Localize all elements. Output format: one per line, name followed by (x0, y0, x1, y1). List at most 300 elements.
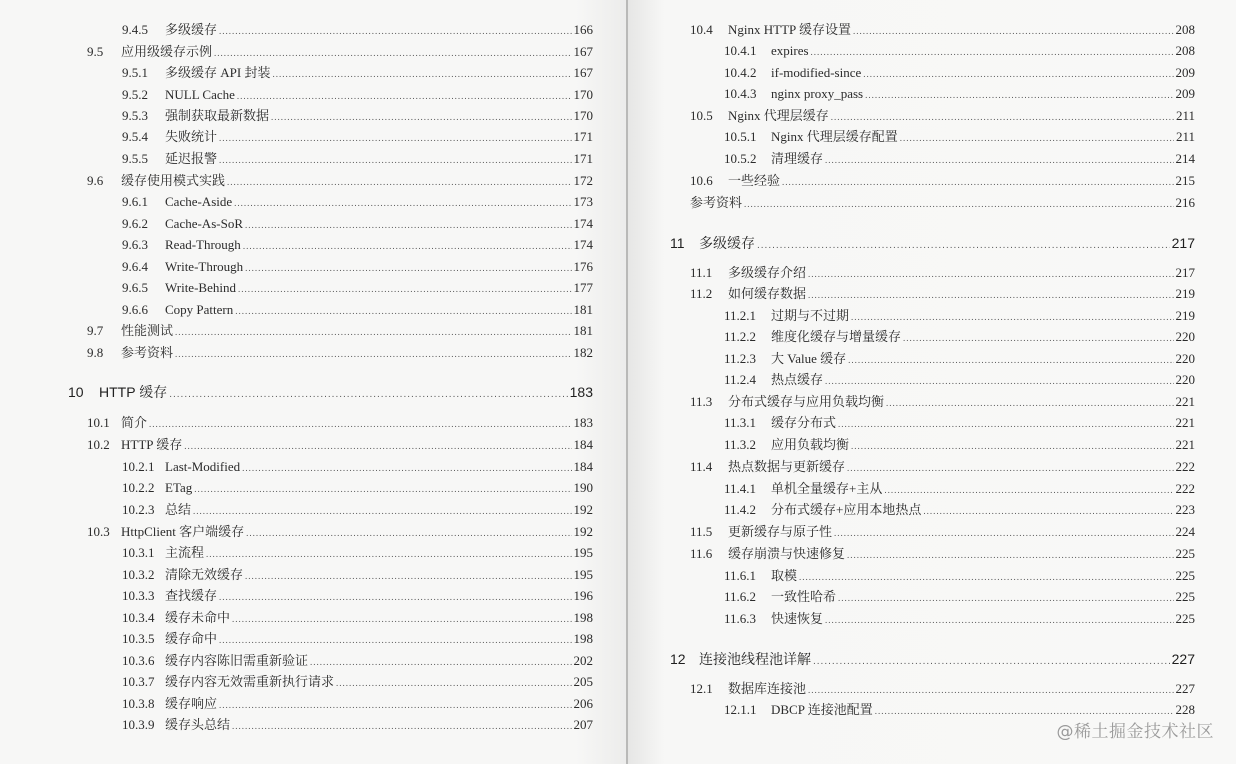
dot-leader (744, 195, 1173, 213)
toc-entry-title: 缓存崩溃与快速修复 (728, 546, 846, 561)
dot-leader (853, 22, 1173, 40)
toc-entry-page-number: 174 (573, 216, 593, 231)
toc-entry-title: 应用级缓存示例 (121, 44, 213, 59)
toc-entry-number: 12.1.1 (724, 702, 757, 717)
dot-leader (169, 385, 567, 405)
dot-leader (863, 65, 1173, 83)
toc-entry-page-number: 184 (573, 437, 593, 452)
dot-leader (884, 481, 1173, 499)
toc-entry-page-number: 190 (573, 480, 593, 495)
toc-entry (690, 458, 1195, 476)
toc-entry (724, 150, 1195, 168)
toc-entry (724, 480, 1195, 498)
toc-entry-number: 10.4 (690, 22, 713, 37)
dot-leader (838, 589, 1173, 607)
toc-entry-title: 快速恢复 (771, 611, 824, 626)
toc-entry-page-number: 221 (1175, 394, 1195, 409)
dot-leader (245, 567, 571, 585)
toc-entry-page-number: 224 (1175, 524, 1195, 539)
toc-entry-title: Nginx 代理层缓存配置 (771, 129, 898, 144)
toc-entry-title: 缓存内容陈旧需重新验证 (165, 653, 309, 668)
toc-entry-title: 清理缓存 (771, 151, 824, 166)
toc-entry-number: 9.6 (87, 173, 104, 188)
toc-entry-title: 大 Value 缓存 (771, 351, 847, 366)
dot-leader (808, 286, 1173, 304)
dot-leader (219, 631, 571, 649)
dot-leader (757, 236, 1170, 256)
dot-leader (831, 108, 1174, 126)
toc-entry-title: nginx proxy_pass (771, 86, 864, 101)
toc-entry-title: 一致性哈希 (771, 589, 837, 604)
toc-entry (87, 436, 593, 454)
toc-entry-page-number: 217 (1175, 265, 1195, 280)
toc-entry-number: 10.3.8 (122, 696, 155, 711)
toc-entry-title: 热点缓存 (771, 372, 824, 387)
toc-entry-number: 11.3.1 (724, 415, 757, 430)
toc-entry-number: 9.6.3 (122, 237, 148, 252)
toc-entry-number: 11.2.1 (724, 308, 757, 323)
toc-entry-title: 连接池线程池详解 (699, 651, 811, 667)
toc-entry (122, 566, 593, 584)
dot-leader (235, 302, 571, 320)
toc-entry-number: 10.3.1 (122, 545, 155, 560)
toc-entry-title: 总结 (165, 502, 192, 517)
toc-entry-number: 11.3 (690, 394, 713, 409)
toc-entry-number: 9.5.3 (122, 108, 148, 123)
dot-leader (847, 459, 1173, 477)
toc-entry (87, 43, 593, 61)
toc-entry-number: 10.4.3 (724, 86, 757, 101)
toc-entry-page-number: 196 (573, 588, 593, 603)
dot-leader (245, 259, 571, 277)
toc-entry-title: 单机全量缓存+主从 (771, 481, 883, 496)
toc-entry (724, 414, 1195, 432)
dot-leader (214, 44, 571, 62)
dot-leader (184, 437, 571, 455)
toc-entry-number: 12.1 (690, 681, 713, 696)
toc-entry (122, 86, 593, 104)
toc-entry (122, 215, 593, 233)
toc-entry (670, 649, 1195, 669)
dot-leader (310, 653, 571, 671)
dot-leader (272, 65, 571, 83)
toc-entry-number: 10.6 (690, 173, 713, 188)
toc-entry-page-number: 221 (1175, 415, 1195, 430)
toc-entry (690, 264, 1195, 282)
toc-entry (122, 652, 593, 670)
toc-entry-number: 11.6.2 (724, 589, 757, 604)
toc-entry-page-number: 222 (1175, 459, 1195, 474)
toc-entry-page-number: 225 (1175, 589, 1195, 604)
toc-entry-page-number: 221 (1175, 437, 1195, 452)
toc-entry-title: 一些经验 (728, 173, 781, 188)
toc-entry-number: 10.2.3 (122, 502, 155, 517)
toc-entry-title: Cache-Aside (165, 194, 233, 209)
toc-entry-page-number: 225 (1175, 568, 1195, 583)
toc-entry-page-number: 182 (573, 345, 593, 360)
dot-leader (193, 502, 571, 520)
toc-entry-page-number: 167 (573, 65, 593, 80)
toc-entry (122, 695, 593, 713)
toc-entry-page-number: 181 (573, 302, 593, 317)
toc-entry-title: 查找缓存 (165, 588, 218, 603)
toc-entry-number: 11.4 (690, 459, 713, 474)
dot-leader (206, 545, 571, 563)
toc-entry (87, 414, 593, 432)
toc-entry-title: 性能测试 (121, 323, 174, 338)
toc-entry (122, 544, 593, 562)
toc-entry-number: 9.5.5 (122, 151, 148, 166)
dot-leader (811, 43, 1174, 61)
toc-entry (68, 382, 593, 402)
toc-entry-number: 9.5.2 (122, 87, 148, 102)
toc-entry (724, 350, 1195, 368)
toc-entry-title: 清除无效缓存 (165, 567, 244, 582)
toc-entry-title: 多级缓存 API 封装 (165, 65, 271, 80)
toc-entry-page-number: 211 (1175, 108, 1195, 123)
toc-entry-page-number: 174 (573, 237, 593, 252)
toc-entry-page-number: 216 (1175, 195, 1195, 210)
toc-entry (724, 436, 1195, 454)
toc-entry-number: 9.8 (87, 345, 104, 360)
dot-leader (245, 216, 572, 234)
toc-entry-number: 11.4.1 (724, 481, 757, 496)
toc-entry (690, 194, 1195, 212)
dot-leader (242, 459, 571, 477)
toc-entry (724, 64, 1195, 82)
toc-entry (724, 328, 1195, 346)
toc-entry (122, 279, 593, 297)
dot-leader (219, 696, 571, 714)
toc-entry (122, 301, 593, 319)
toc-entry-title: 延迟报警 (165, 151, 218, 166)
toc-entry-number: 12 (670, 651, 686, 667)
toc-entry-title: 如何缓存数据 (728, 286, 807, 301)
toc-entry-page-number: 195 (573, 545, 593, 560)
toc-entry-title: Copy Pattern (165, 302, 234, 317)
toc-entry-number: 9.5 (87, 44, 104, 59)
toc-entry (87, 172, 593, 190)
toc-entry (122, 64, 593, 82)
toc-entry-title: Last-Modified (165, 459, 241, 474)
toc-entry-page-number: 207 (573, 717, 593, 732)
toc-entry-page-number: 192 (573, 502, 593, 517)
toc-entry-number: 9.6.6 (122, 302, 148, 317)
toc-entry-title: 参考资料 (690, 195, 743, 210)
dot-leader (799, 568, 1173, 586)
toc-entry-number: 9.6.2 (122, 216, 148, 231)
dot-leader (838, 415, 1173, 433)
toc-entry (724, 128, 1195, 146)
toc-entry-page-number: 167 (573, 44, 593, 59)
toc-entry-title: 缓存未命中 (165, 610, 231, 625)
toc-entry-title: 失败统计 (165, 129, 218, 144)
toc-entry-page-number: 227 (1171, 651, 1195, 667)
toc-entry-title: 缓存分布式 (771, 415, 837, 430)
toc-entry-page-number: 172 (573, 173, 593, 188)
toc-entry-page-number: 227 (1175, 681, 1195, 696)
toc-entry-page-number: 195 (573, 567, 593, 582)
toc-entry (87, 322, 593, 340)
toc-entry-title: 数据库连接池 (728, 681, 807, 696)
dot-leader (194, 480, 571, 498)
toc-entry (690, 285, 1195, 303)
dot-leader (903, 329, 1173, 347)
dot-leader (219, 129, 571, 147)
toc-entry-number: 10.2.1 (122, 459, 155, 474)
dot-leader (865, 86, 1173, 104)
toc-entry-page-number: 225 (1175, 611, 1195, 626)
toc-entry-page-number: 228 (1175, 702, 1195, 717)
toc-entry (690, 172, 1195, 190)
toc-entry-title: 缓存内容无效需重新执行请求 (165, 674, 335, 689)
toc-entry-page-number: 219 (1175, 286, 1195, 301)
toc-entry-number: 11 (670, 235, 685, 251)
toc-entry-title: Write-Behind (165, 280, 236, 295)
toc-entry-page-number: 211 (1175, 129, 1195, 144)
toc-entry-number: 10.3.4 (122, 610, 155, 625)
dot-leader (237, 87, 572, 105)
toc-entry (122, 21, 593, 39)
toc-entry-page-number: 170 (573, 87, 593, 102)
dot-leader (900, 129, 1174, 147)
toc-entry-page-number: 209 (1175, 65, 1195, 80)
toc-entry (724, 307, 1195, 325)
toc-entry-page-number: 215 (1175, 173, 1195, 188)
toc-entry-title: Write-Through (165, 259, 244, 274)
toc-entry-number: 9.4.5 (122, 22, 148, 37)
toc-entry-number: 11.2.4 (724, 372, 757, 387)
toc-entry-page-number: 183 (569, 384, 593, 400)
dot-leader (808, 681, 1173, 699)
toc-entry-title: 过期与不过期 (771, 308, 850, 323)
toc-entry-title: 应用负载均衡 (771, 437, 850, 452)
toc-entry-title: 分布式缓存+应用本地热点 (771, 502, 922, 517)
toc-entry-number: 10.3.9 (122, 717, 155, 732)
dot-leader (219, 22, 571, 40)
dot-leader (886, 394, 1173, 412)
toc-entry (690, 21, 1195, 39)
toc-entry (122, 609, 593, 627)
toc-entry (122, 630, 593, 648)
toc-entry (724, 588, 1195, 606)
toc-entry-title: Nginx 代理层缓存 (728, 108, 829, 123)
toc-entry-title: 缓存响应 (165, 696, 218, 711)
dot-leader (782, 173, 1173, 191)
toc-entry-number: 9.6.4 (122, 259, 148, 274)
toc-entry-number: 11.2.3 (724, 351, 757, 366)
toc-entry-number: 11.6 (690, 546, 713, 561)
toc-entry-page-number: 198 (573, 631, 593, 646)
toc-entry-page-number: 171 (573, 151, 593, 166)
dot-leader (219, 588, 571, 606)
toc-entry (122, 236, 593, 254)
dot-leader (227, 173, 571, 191)
dot-leader (234, 194, 571, 212)
toc-entry-number: 11.2.2 (724, 329, 757, 344)
toc-entry-number: 10.3.6 (122, 653, 155, 668)
dot-leader (825, 372, 1173, 390)
toc-entry-title: HTTP 缓存 (99, 384, 168, 400)
toc-entry-title: if-modified-since (771, 65, 862, 80)
toc-entry (690, 523, 1195, 541)
toc-entry-number: 10.5.2 (724, 151, 757, 166)
toc-entry-page-number: 214 (1175, 151, 1195, 166)
toc-entry-title: 强制获取最新数据 (165, 108, 270, 123)
toc-entry-title: 缓存使用模式实践 (121, 173, 226, 188)
dot-leader (243, 237, 572, 255)
toc-entry (724, 371, 1195, 389)
toc-entry (122, 458, 593, 476)
toc-entry-title: ETag (165, 480, 193, 495)
toc-entry-title: 热点数据与更新缓存 (728, 459, 846, 474)
toc-entry-number: 10.3 (87, 524, 110, 539)
toc-entry (724, 610, 1195, 628)
toc-entry (122, 587, 593, 605)
toc-entry-title: Cache-As-SoR (165, 216, 243, 231)
toc-entry-number: 10.1 (87, 415, 110, 430)
toc-entry-page-number: 177 (573, 280, 593, 295)
toc-entry-page-number: 202 (573, 653, 593, 668)
toc-entry-title: Nginx HTTP 缓存设置 (728, 22, 852, 37)
dot-leader (847, 546, 1173, 564)
toc-entry-number: 11.5 (690, 524, 713, 539)
toc-entry-title: 缓存命中 (165, 631, 218, 646)
toc-entry (122, 479, 593, 497)
toc-entry-title: 简介 (121, 415, 148, 430)
toc-entry-number: 10.2 (87, 437, 110, 452)
toc-entry-page-number: 184 (573, 459, 593, 474)
toc-entry-page-number: 183 (573, 415, 593, 430)
toc-entry-title: 多级缓存 (699, 235, 755, 251)
toc-entry (122, 501, 593, 519)
toc-entry-page-number: 171 (573, 129, 593, 144)
toc-entry-number: 9.6.1 (122, 194, 148, 209)
dot-leader (834, 524, 1173, 542)
toc-entry-title: DBCP 连接池配置 (771, 702, 873, 717)
toc-entry-title: 参考资料 (121, 345, 174, 360)
toc-entry-page-number: 181 (573, 323, 593, 338)
dot-leader (271, 108, 571, 126)
toc-entry-page-number: 208 (1175, 22, 1195, 37)
dot-leader (238, 280, 572, 298)
toc-entry-number: 9.7 (87, 323, 104, 338)
toc-entry-page-number: 209 (1175, 86, 1195, 101)
toc-entry-page-number: 176 (573, 259, 593, 274)
toc-entry-number: 10.3.7 (122, 674, 155, 689)
dot-leader (336, 674, 571, 692)
toc-entry-number: 10.2.2 (122, 480, 155, 495)
toc-entry-page-number: 208 (1175, 43, 1195, 58)
dot-leader (825, 151, 1173, 169)
dot-leader (149, 415, 571, 433)
dot-leader (246, 524, 571, 542)
toc-entry-page-number: 220 (1175, 329, 1195, 344)
toc-entry-page-number: 217 (1171, 235, 1195, 251)
toc-entry (122, 258, 593, 276)
toc-entry-number: 11.2 (690, 286, 713, 301)
toc-entry-title: 维度化缓存与增量缓存 (771, 329, 902, 344)
toc-entry-number: 10.4.1 (724, 43, 757, 58)
toc-entry-title: HttpClient 客户端缓存 (121, 524, 245, 539)
dot-leader (813, 652, 1170, 672)
toc-entry (122, 673, 593, 691)
toc-entry (122, 107, 593, 125)
toc-entry (670, 233, 1195, 253)
toc-entry-page-number: 222 (1175, 481, 1195, 496)
toc-entry-page-number: 225 (1175, 546, 1195, 561)
toc-entry (690, 680, 1195, 698)
toc-entry-title: HTTP 缓存 (121, 437, 183, 452)
toc-entry-number: 10.3.3 (122, 588, 155, 603)
dot-leader (825, 611, 1173, 629)
toc-entry-page-number: 173 (573, 194, 593, 209)
toc-entry-page-number: 223 (1175, 502, 1195, 517)
toc-entry-title: 主流程 (165, 545, 205, 560)
toc-entry-number: 10.3.5 (122, 631, 155, 646)
toc-entry-number: 10.5.1 (724, 129, 757, 144)
dot-leader (848, 351, 1173, 369)
toc-entry-page-number: 220 (1175, 351, 1195, 366)
toc-entry-page-number: 192 (573, 524, 593, 539)
toc-entry-number: 10.4.2 (724, 65, 757, 80)
watermark: @稀土掘金技术社区 (1056, 722, 1214, 742)
toc-entry (724, 42, 1195, 60)
toc-entry-title: 多级缓存介绍 (728, 265, 807, 280)
toc-entry-number: 11.4.2 (724, 502, 757, 517)
toc-entry-page-number: 170 (573, 108, 593, 123)
toc-entry-page-number: 219 (1175, 308, 1195, 323)
toc-entry-title: 更新缓存与原子性 (728, 524, 833, 539)
toc-entry (122, 716, 593, 734)
toc-entry (724, 567, 1195, 585)
dot-leader (851, 437, 1173, 455)
toc-entry-number: 10 (68, 384, 84, 400)
toc-entry-page-number: 198 (573, 610, 593, 625)
dot-leader (232, 610, 571, 628)
toc-entry-number: 9.5.1 (122, 65, 148, 80)
toc-entry (724, 85, 1195, 103)
right-page (628, 0, 1236, 764)
toc-entry-page-number: 205 (573, 674, 593, 689)
dot-leader (808, 265, 1173, 283)
toc-entry (122, 193, 593, 211)
toc-entry-title: 缓存头总结 (165, 717, 231, 732)
toc-entry (690, 107, 1195, 125)
toc-entry-number: 11.6.3 (724, 611, 757, 626)
toc-entry-number: 9.5.4 (122, 129, 148, 144)
toc-entry (122, 128, 593, 146)
dot-leader (219, 151, 571, 169)
toc-entry-title: Read-Through (165, 237, 241, 252)
toc-entry (724, 501, 1195, 519)
toc-entry-number: 10.3.2 (122, 567, 155, 582)
toc-entry-number: 9.6.5 (122, 280, 148, 295)
dot-leader (923, 502, 1173, 520)
toc-entry (690, 545, 1195, 563)
toc-entry (690, 393, 1195, 411)
toc-entry-number: 11.6.1 (724, 568, 757, 583)
toc-entry (122, 150, 593, 168)
dot-leader (232, 717, 571, 735)
toc-entry-title: 多级缓存 (165, 22, 218, 37)
toc-entry-number: 11.3.2 (724, 437, 757, 452)
dot-leader (175, 345, 571, 363)
toc-entry-title: 取模 (771, 568, 798, 583)
toc-entry-page-number: 206 (573, 696, 593, 711)
dot-leader (851, 308, 1173, 326)
toc-entry (87, 523, 593, 541)
